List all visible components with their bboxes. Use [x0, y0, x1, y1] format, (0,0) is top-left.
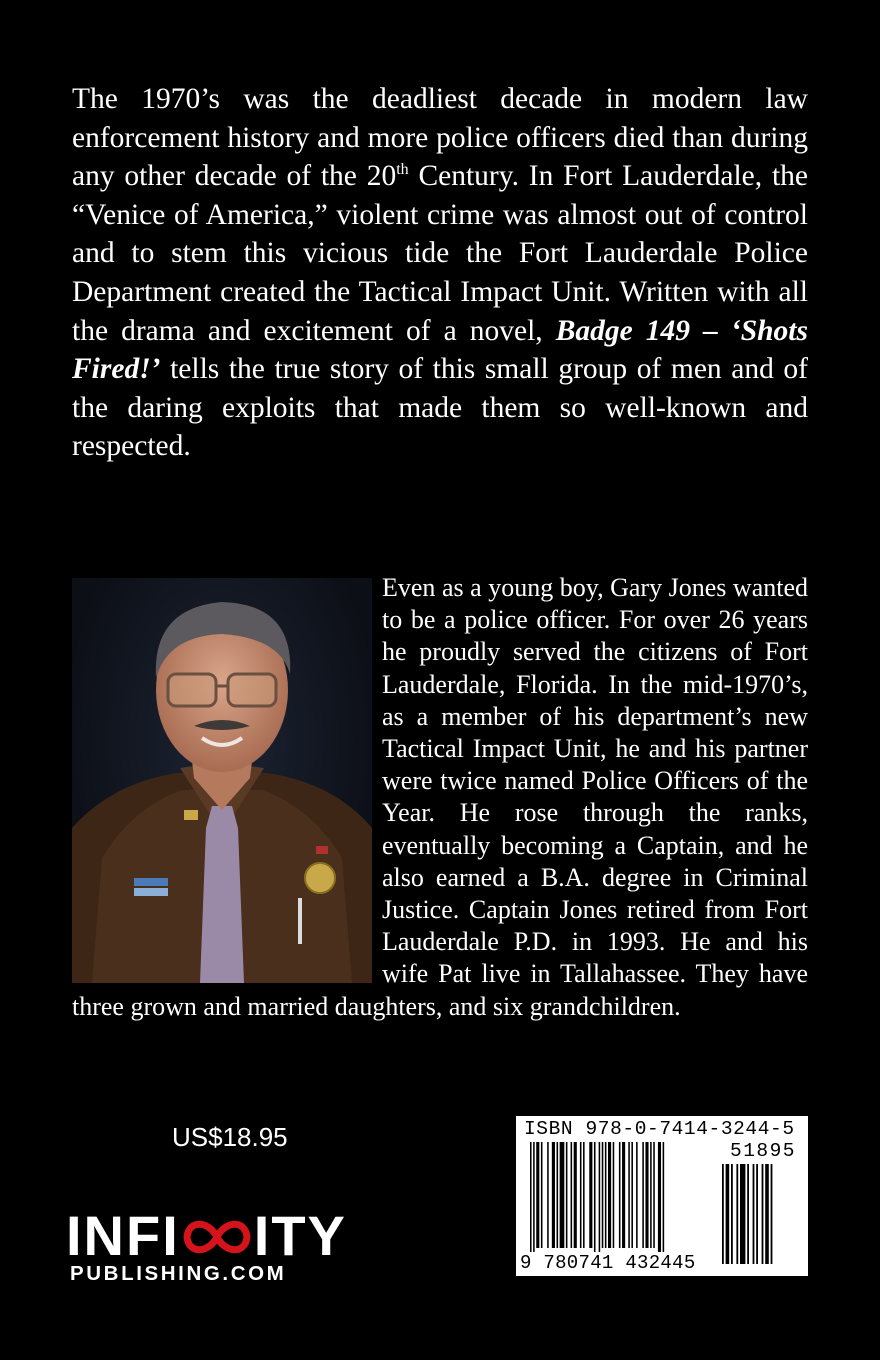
- author-bio: [72, 572, 808, 1023]
- barcode-bar: [605, 1142, 607, 1248]
- barcode-bar: [566, 1142, 568, 1248]
- barcode-bar: [771, 1164, 773, 1264]
- barcode-bar: [726, 1164, 730, 1264]
- barcode-bar: [762, 1164, 764, 1264]
- barcode-bar: [560, 1142, 565, 1248]
- price-code: 51895: [730, 1140, 797, 1162]
- barcode-bar: [653, 1142, 655, 1248]
- barcode-bar: [650, 1142, 652, 1248]
- barcode-bar: [631, 1142, 633, 1248]
- barcode-bar: [589, 1142, 592, 1248]
- barcode-bar: [599, 1142, 601, 1260]
- blurb-text-2: Century. In Fort Lauderdale, the “Venice of America,” violent crime was almost out of control and to stem this vicious tide the Fort Lauderdale Police Department created the Tactical Impact Unit. Written with all the drama and excitement of a novel,: [72, 160, 808, 347]
- bio-text: Even as a young boy, Gary Jones wanted to be a police officer. For over 26 years he proudly served the citizens of Fort Lauderdale, Florida. In the mid-1970’s, as a member of his department’s new Tactical Impact Unit, he and his partner were twice named Police Officers of the Year. He rose through the ranks, eventually becoming a Captain, and he also earned a B.A. degree in Criminal Justice. Captain Jones retired from Fort Lauderdale P.D. in 1993. He and his wife Pat live in Tallahassee. They have three grown and married daughters, and six grandchildren.: [72, 573, 808, 1021]
- barcode-bar: [557, 1142, 559, 1248]
- publisher-wordmark: [66, 1204, 347, 1267]
- barcode-bar: [663, 1142, 665, 1260]
- barcode-bar: [536, 1142, 539, 1248]
- back-cover-blurb: [72, 80, 808, 466]
- barcode-bar: [622, 1142, 625, 1248]
- publisher-wordmark-right: ITY: [253, 1204, 347, 1267]
- barcode-bar: [552, 1142, 555, 1248]
- barcode-bar: [608, 1142, 611, 1248]
- barcode-bar: [740, 1164, 745, 1264]
- barcode-bars-main: [530, 1142, 716, 1260]
- barcode-bar: [636, 1142, 638, 1248]
- author-photo: [72, 578, 372, 983]
- barcode-bar: [580, 1142, 582, 1248]
- barcode-bar: [658, 1142, 661, 1260]
- barcode-bar: [765, 1164, 769, 1264]
- blurb-text-1: The 1970’s was the deadliest decade in modern law enforcement history and more police officers died than during any other decade of the 20: [72, 83, 808, 193]
- book-title: Badge 149 – ‘Shots Fired!’: [72, 314, 808, 386]
- publisher-wordmark-left: INFI: [66, 1204, 180, 1267]
- barcode-bar: [533, 1142, 535, 1260]
- isbn-text: ISBN 978-0-7414-3244-5: [524, 1118, 795, 1140]
- barcode-bar: [547, 1142, 549, 1248]
- ean-number: 9 780741 432445: [520, 1252, 696, 1274]
- barcode-bar: [541, 1142, 543, 1248]
- barcode-bar: [756, 1164, 758, 1264]
- infinity-icon: [181, 1215, 253, 1259]
- barcode-bar: [530, 1142, 532, 1260]
- barcode-bar: [594, 1142, 596, 1260]
- price-label: US$18.95: [172, 1122, 288, 1152]
- barcode-bar: [619, 1142, 621, 1248]
- barcode-bar: [747, 1164, 749, 1264]
- barcode-bar: [613, 1142, 615, 1248]
- barcode-bar: [583, 1142, 585, 1248]
- barcode-bar: [571, 1142, 573, 1248]
- blurb-superscript: th: [396, 161, 409, 179]
- blurb-text-3: tells the true story of this small group of men and of the daring exploits that made them so well-known and respected.: [72, 353, 808, 463]
- barcode-bar: [753, 1164, 755, 1264]
- barcode-bar: [722, 1164, 724, 1264]
- barcode-bar: [736, 1164, 738, 1264]
- barcode-bar: [574, 1142, 577, 1248]
- barcode-bar: [731, 1164, 733, 1264]
- barcode-bars-addon: [722, 1164, 800, 1264]
- isbn-barcode: [516, 1116, 808, 1276]
- barcode-bar: [602, 1142, 604, 1248]
- publisher-logo: [66, 1204, 396, 1290]
- publisher-website: PUBLISHING.COM: [70, 1262, 287, 1285]
- barcode-bar: [645, 1142, 648, 1248]
- barcode-bar: [642, 1142, 644, 1248]
- barcode-bar: [628, 1142, 630, 1248]
